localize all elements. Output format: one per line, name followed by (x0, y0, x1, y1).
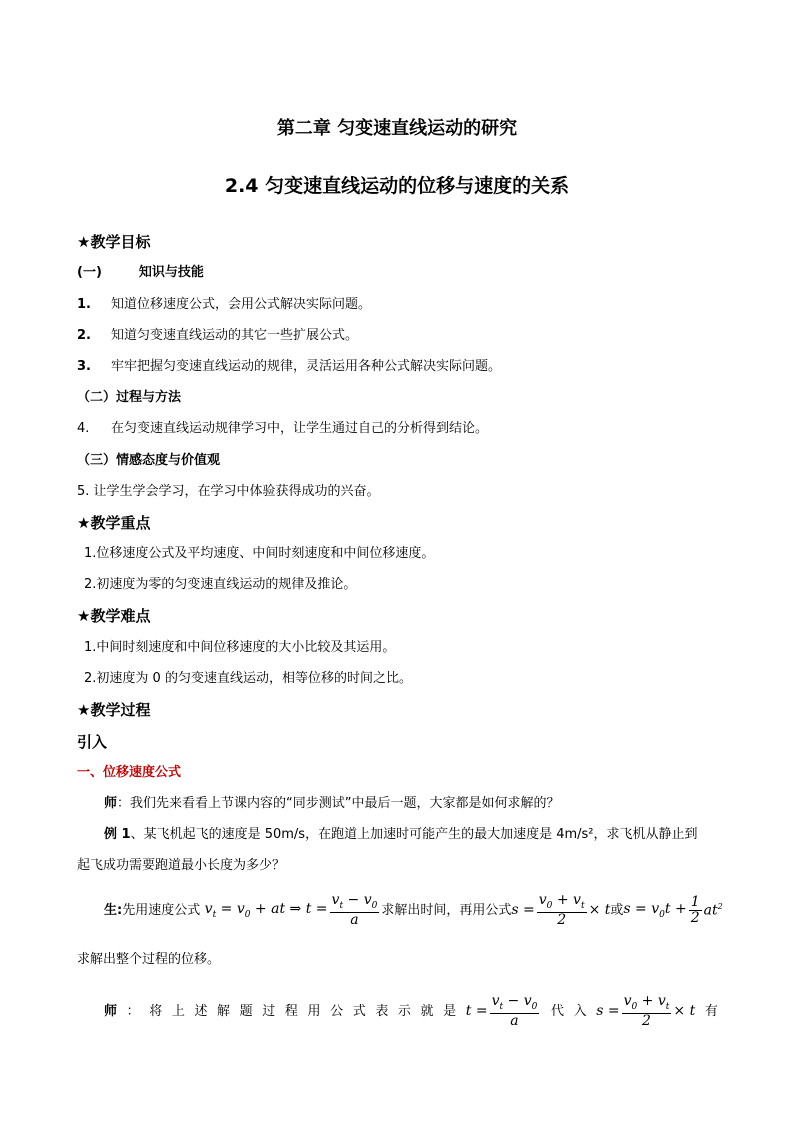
chapter-title: 第二章 匀变速直线运动的研究 (276, 118, 518, 139)
objectives-part2-heading: （二）过程与方法 (77, 390, 182, 405)
difficulty-2: 2.初速度为 0 的匀变速直线运动，相等位移的时间之比。 (84, 671, 412, 686)
teacher-label: 师 (104, 796, 118, 811)
key-point-2: 2.初速度为零的匀变速直线运动的规律及推论。 (84, 577, 357, 592)
teacher-formula-line: 师 ： 将 上 述 解 题 过 程 用 公 式 表 示 就 是 t = $\frac{v_t - v_0}{a}$ 代 入 s = $\frac{v_0 + v_t}{2}$ × t 有 (104, 993, 718, 1029)
example-1-line-1: 例 1、某飞机起飞的速度是 50m/s，在跑道上加速时可能产生的最大加速度是 4m/s²，求飞机从静止到 (104, 827, 698, 842)
part1-label: (一) (77, 265, 102, 280)
example-1-line-2: 起飞成功需要跑道最小长度为多少？ (77, 858, 286, 873)
teacher-question: 师：我们先来看看上节课内容的“同步测试”中最后一题，大家都是如何求解的？ (104, 796, 560, 811)
student-label: 生: (104, 902, 123, 918)
objective-item-1: 1. 知道位移速度公式，会用公式解决实际问题。 (77, 297, 372, 312)
key-points-heading: ★教学重点 (77, 514, 151, 532)
objectives-part3-heading: （三）情感态度与价值观 (77, 453, 221, 468)
example-label: 例 1 (104, 827, 131, 842)
difficulty-1: 1.中间时刻速度和中间位移速度的大小比较及其运用。 (84, 640, 396, 655)
student-answer-line: 生: 先用速度公式 $v_t = v_0$ + at ⇒ t = $\frac{v_t - v_0}{a}$ 求解出时间，再用公式 s = $\frac{v_0 + v_t}{2}$ × t 或 $s = v_0t$ + $\frac{1}{2}$ $at^2$ (104, 892, 723, 928)
velocity-formula: $v_t = v_0$ + at ⇒ t = (200, 900, 328, 920)
objectives-heading: ★教学目标 (77, 233, 151, 251)
difficulties-heading: ★教学难点 (77, 607, 151, 625)
objective-item-3: 3. 牢牢把握匀变速直线运动的规律，灵活运用各种公式解决实际问题。 (77, 359, 502, 374)
objective-item-2: 2. 知道匀变速直线运动的其它一些扩展公式。 (77, 328, 359, 343)
time-fraction: $\frac{v_t - v_0}{a}$ (331, 892, 378, 928)
key-point-1: 1.位移速度公式及平均速度、中间时刻速度和中间位移速度。 (84, 546, 435, 561)
half-fraction: $\frac{1}{2}$ (690, 893, 700, 927)
objectives-part1-heading (77, 265, 204, 281)
time-formula: t = $\frac{v_t - v_0}{a}$ (465, 993, 538, 1029)
student-answer-line-2: 求解出整个过程的位移。 (77, 952, 221, 967)
teacher2-label: 师 (104, 1003, 118, 1019)
objective-item-5: 5. 让学生学会学习，在学习中体验获得成功的兴奋。 (77, 484, 380, 499)
average-velocity-fraction: $\frac{v_0 + v_t}{2}$ (538, 892, 585, 928)
intro-label: 引入 (77, 733, 108, 751)
process-heading: ★教学过程 (77, 701, 151, 719)
part1-formula-heading: 一、位移速度公式 (77, 765, 182, 780)
part1-title: 知识与技能 (138, 265, 204, 280)
section-title: 2.4 匀变速直线运动的位移与速度的关系 (224, 175, 570, 197)
objective-item-4: 4. 在匀变速直线运动规律学习中，让学生通过自己的分析得到结论。 (77, 421, 489, 436)
displacement-formula: s = $\frac{v_0 + v_t}{2}$ × t (596, 993, 696, 1029)
